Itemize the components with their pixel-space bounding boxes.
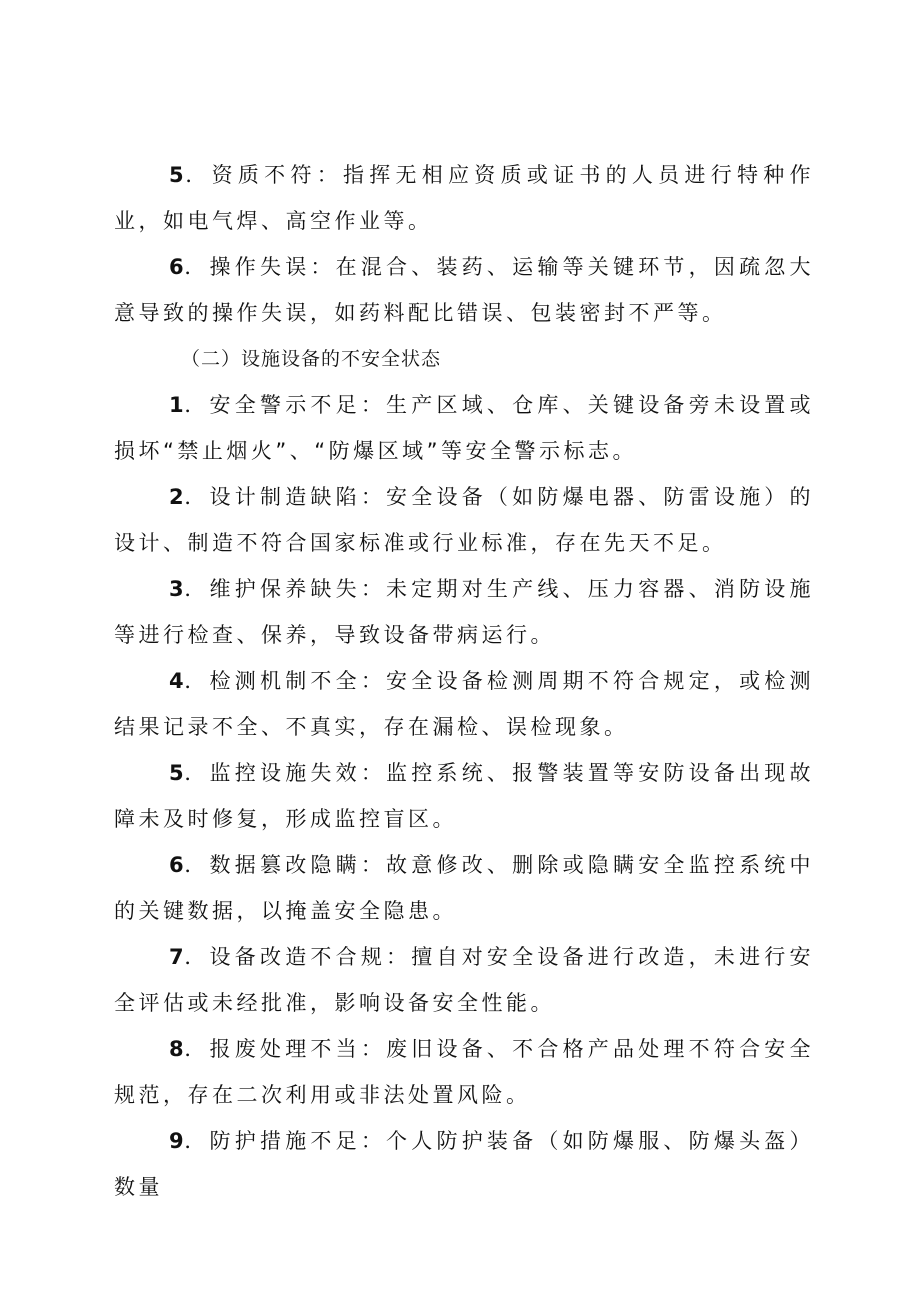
item-number: 5 [169, 163, 184, 187]
item-number: 2 [169, 485, 184, 509]
item-text: ．设计制造缺陷：安全设备（如防爆电器、防雷设施）的设计、制造不符合国家标准或行业标准，存在先天不足。 [114, 485, 814, 555]
item-number: 3 [169, 577, 184, 601]
item-number: 5 [169, 761, 184, 785]
list-item [114, 474, 814, 566]
item-text: ．检测机制不全：安全设备检测周期不符合规定，或检测结果记录不全、不真实，存在漏检、误检现象。 [114, 669, 814, 739]
item-number: 1 [169, 393, 184, 417]
document-body [114, 152, 814, 1210]
item-number: 6 [169, 255, 184, 279]
item-text: ．安全警示不足：生产区域、仓库、关键设备旁未设置或损坏“禁止烟火”、“防爆区域”等安全警示标志。 [114, 393, 814, 463]
list-item [114, 152, 814, 244]
item-number: 8 [169, 1037, 184, 1061]
item-number: 7 [169, 945, 184, 969]
item-number: 6 [169, 853, 184, 877]
item-text: ．资质不符：指挥无相应资质或证书的人员进行特种作业，如电气焊、高空作业等。 [114, 163, 814, 233]
item-text: ．报废处理不当：废旧设备、不合格产品处理不符合安全规范，存在二次利用或非法处置风险。 [114, 1037, 814, 1107]
item-text: ．监控设施失效：监控系统、报警装置等安防设备出现故障未及时修复，形成监控盲区。 [114, 761, 814, 831]
item-text: ．设备改造不合规：擅自对安全设备进行改造，未进行安全评估或未经批准，影响设备安全性能。 [114, 945, 814, 1015]
list-item [114, 934, 814, 1026]
list-item [114, 750, 814, 842]
list-item [114, 658, 814, 750]
item-text: ．维护保养缺失：未定期对生产线、压力容器、消防设施等进行检查、保养，导致设备带病运行。 [114, 577, 814, 647]
list-item [114, 1026, 814, 1118]
list-item [114, 244, 814, 336]
item-text: ．数据篡改隐瞒：故意修改、删除或隐瞒安全监控系统中的关键数据，以掩盖安全隐患。 [114, 853, 814, 923]
item-text: ．防护措施不足：个人防护装备（如防爆服、防爆头盔）数量 [114, 1129, 814, 1199]
item-number: 4 [169, 669, 184, 693]
item-number: 9 [169, 1129, 184, 1153]
list-item [114, 382, 814, 474]
list-item [114, 566, 814, 658]
item-text: ．操作失误：在混合、装药、运输等关键环节，因疏忽大意导致的操作失误，如药料配比错误、包装密封不严等。 [114, 255, 814, 325]
section-heading: （二）设施设备的不安全状态 [181, 348, 442, 370]
list-item [114, 1118, 814, 1210]
list-item [114, 842, 814, 934]
